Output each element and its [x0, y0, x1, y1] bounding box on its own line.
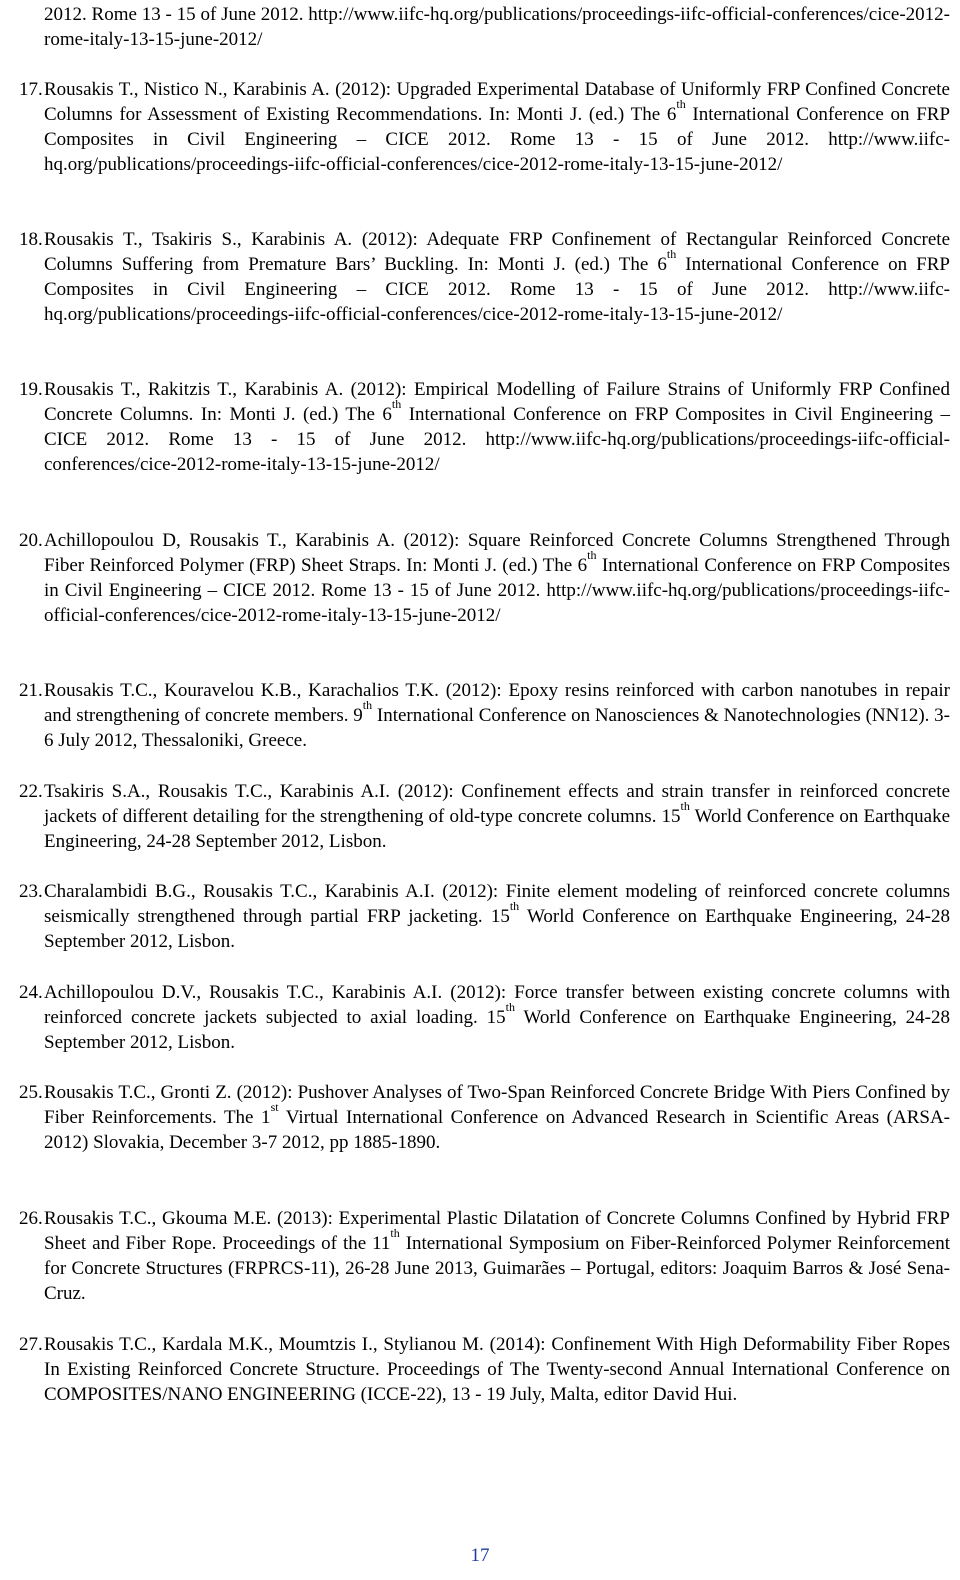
- reference-text: Tsakiris S.A., Rousakis T.C., Karabinis A.I. (2012): Confinement effects and strain transfer in reinforced concrete jackets of different detailing for the strengthening of old-type concrete columns. 15th World Conference on Earthquake Engineering, 24-28 September 2012, Lisbon.: [44, 781, 951, 852]
- reference-item-26: [19, 1206, 950, 1306]
- reference-number: 17.: [19, 79, 43, 100]
- reference-text: Rousakis T.C., Kardala M.K., Moumtzis I., Stylianou M. (2014): Confinement With High Deformability Fiber Ropes In Existing Reinforced Concrete Structure. Proceedings of The Twenty-second Annual International Conference on COMPOSITES/NANO ENGINEERING (ICCE-22), 13 - 19 July, Malta, editor David Hui.: [44, 1334, 950, 1405]
- page-number: 17: [470, 1545, 490, 1566]
- reference-text: Achillopoulou D.V., Rousakis T.C., Karabinis A.I. (2012): Force transfer between existing concrete columns with reinforced concrete jackets subjected to axial loading. 15th World Conference on Earthquake Engineering, 24-28 September 2012, Lisbon.: [44, 982, 950, 1053]
- reference-item-17: [19, 77, 950, 177]
- reference-item-22: [19, 779, 950, 854]
- reference-number: 25.: [19, 1082, 43, 1103]
- reference-number: 18.: [19, 229, 43, 250]
- reference-text: Achillopoulou D, Rousakis T., Karabinis A. (2012): Square Reinforced Concrete Columns Strengthened Through Fiber Reinforced Polymer (FRP) Sheet Straps. In: Monti J. (ed.) The 6th International Conference on FRP Composites in Civil Engineering – CICE 2012. Rome 13 - 15 of June 2012. http://www.iifc-hq.org/publications/proceedings-iifc-official-conferences/cice-2012-rome-italy-13-15-june-2012/: [44, 530, 950, 626]
- reference-text: Rousakis T., Rakitzis T., Karabinis A. (2012): Empirical Modelling of Failure Strains of Uniformly FRP Confined Concrete Columns. In: Monti J. (ed.) The 6th International Conference on FRP Composites in Civil Engineering – CICE 2012. Rome 13 - 15 of June 2012. http://www.iifc-hq.org/publications/proceedings-iifc-official-conferences/cice-2012-rome-italy-13-15-june-2012/: [44, 379, 951, 475]
- reference-number: 23.: [19, 881, 43, 902]
- reference-number: 24.: [19, 982, 43, 1003]
- reference-item-18: [19, 227, 950, 327]
- reference-number: 21.: [19, 680, 43, 701]
- reference-number: 27.: [19, 1334, 43, 1355]
- reference-item-21: [19, 678, 950, 753]
- reference-text: Rousakis T., Nistico N., Karabinis A. (2012): Upgraded Experimental Database of Uniformly FRP Confined Concrete Columns for Assessment of Existing Recommendations. In: Monti J. (ed.) The 6th International Conference on FRP Composites in Civil Engineering – CICE 2012. Rome 13 - 15 of June 2012. http://www.iifc-hq.org/publications/proceedings-iifc-official-conferences/cice-2012-rome-italy-13-15-june-2012/: [44, 79, 951, 175]
- reference-item-27: [19, 1332, 950, 1407]
- reference-continuation: [44, 2, 950, 52]
- reference-number: 22.: [19, 781, 43, 802]
- reference-number: 19.: [19, 379, 43, 400]
- reference-item-23: [19, 879, 950, 954]
- reference-text: Rousakis T.C., Gkouma M.E. (2013): Experimental Plastic Dilatation of Concrete Columns Confined by Hybrid FRP Sheet and Fiber Rope. Proceedings of the 11th International Symposium on Fiber-Reinforced Polymer Reinforcement for Concrete Structures (FRPRCS-11), 26-28 June 2013, Guimarães – Portugal, editors: Joaquim Barros & José Sena-Cruz.: [44, 1208, 951, 1304]
- reference-text: 2012. Rome 13 - 15 of June 2012. http://www.iifc-hq.org/publications/proceedings-iifc-official-conferences/cice-2012-rome-italy-13-15-june-2012/: [44, 4, 950, 50]
- reference-item-20: [19, 528, 950, 628]
- reference-text: Rousakis T., Tsakiris S., Karabinis A. (2012): Adequate FRP Confinement of Rectangular Reinforced Concrete Columns Suffering from Premature Bars’ Buckling. In: Monti J. (ed.) The 6th International Conference on FRP Composites in Civil Engineering – CICE 2012. Rome 13 - 15 of June 2012. http://www.iifc-hq.org/publications/proceedings-iifc-official-conferences/cice-2012-rome-italy-13-15-june-2012/: [44, 229, 950, 325]
- reference-number: 26.: [19, 1208, 43, 1229]
- reference-item-24: [19, 980, 950, 1055]
- reference-text: Rousakis T.C., Kouravelou K.B., Karachalios T.K. (2012): Epoxy resins reinforced with carbon nanotubes in repair and strengthening of concrete members. 9th International Conference on Nanosciences & Nanotechnologies (NN12). 3-6 July 2012, Thessaloniki, Greece.: [44, 680, 951, 751]
- reference-number: 20.: [19, 530, 43, 551]
- reference-text: Charalambidi B.G., Rousakis T.C., Karabinis A.I. (2012): Finite element modeling of reinforced concrete columns seismically strengthened through partial FRP jacketing. 15th World Conference on Earthquake Engineering, 24-28 September 2012, Lisbon.: [44, 881, 950, 952]
- reference-item-19: [19, 377, 950, 477]
- reference-item-25: [19, 1080, 950, 1155]
- reference-text: Rousakis T.C., Gronti Z. (2012): Pushover Analyses of Two-Span Reinforced Concrete Bridge With Piers Confined by Fiber Reinforcements. The 1st Virtual International Conference on Advanced Research in Scientific Areas (ARSA-2012) Slovakia, December 3-7 2012, pp 1885-1890.: [44, 1082, 951, 1153]
